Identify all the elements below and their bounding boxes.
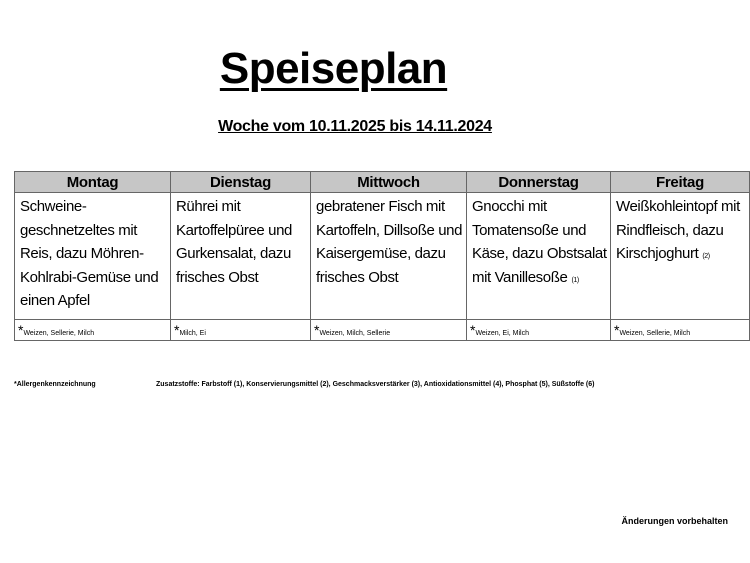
- allergen-marker: *: [174, 322, 180, 338]
- day-header-wednesday: Mittwoch: [311, 172, 467, 193]
- page-title: Speiseplan: [219, 44, 448, 93]
- meal-cell-monday: [15, 193, 171, 320]
- week-range: Woche vom 10.11.2025 bis 14.11.2024: [218, 118, 492, 135]
- meal-cell-friday: [611, 193, 750, 320]
- allergen-text-friday: Weizen, Sellerie, Milch: [619, 330, 691, 337]
- meal-text-friday: Weißkohleintopf mit Rindfleisch, dazu Kirschjoghurt: [616, 198, 740, 262]
- additive-ref-friday: (2): [702, 253, 710, 260]
- allergen-text-monday: Weizen, Sellerie, Milch: [23, 330, 95, 337]
- meal-text-wednesday: gebratener Fisch mit Kartoffeln, Dillsoße und Kaisergemüse, dazu frisches Obst: [316, 198, 463, 286]
- menu-table: [14, 171, 750, 341]
- meal-text-thursday: Gnocchi mit Tomatensoße und Käse, dazu Obstsalat mit Vanillesoße: [472, 198, 607, 286]
- allergen-marker: *: [614, 322, 620, 338]
- day-header-friday: Freitag: [611, 172, 750, 193]
- allergen-cell-thursday: [467, 320, 611, 341]
- day-header-row: [15, 172, 750, 193]
- meal-cell-tuesday: [171, 193, 311, 320]
- meal-cell-thursday: [467, 193, 611, 320]
- allergen-marker: *: [18, 322, 24, 338]
- allergen-cell-friday: [611, 320, 750, 341]
- additive-ref-thursday: (1): [571, 276, 579, 284]
- allergen-cell-wednesday: [311, 320, 467, 341]
- day-header-thursday: Donnerstag: [467, 172, 611, 193]
- meal-text-monday: Schweine-geschnetzeltes mit Reis, dazu Möhren-Kohlrabi-Gemüse und einen Apfel: [20, 198, 159, 309]
- additives-legend: Zusatzstoffe: Farbstoff (1), Konservierungsmittel (2), Geschmacksverstärker (3), Antioxidationsmittel (4), Phosphat (5), Süßstoffe (6): [156, 381, 595, 388]
- meal-text-tuesday: Rührei mit Kartoffelpüree und Gurkensalat, dazu frisches Obst: [176, 198, 292, 286]
- allergen-marker: *: [314, 322, 320, 338]
- day-header-tuesday: Dienstag: [171, 172, 311, 193]
- allergen-text-tuesday: Milch, Ei: [179, 330, 206, 337]
- allergen-marker: *: [470, 322, 476, 338]
- meal-cell-wednesday: [311, 193, 467, 320]
- allergen-row: [15, 320, 750, 341]
- allergen-text-thursday: Weizen, Ei, Milch: [475, 330, 530, 337]
- changes-note: Änderungen vorbehalten: [621, 516, 728, 526]
- day-header-monday: Montag: [15, 172, 171, 193]
- allergen-text-wednesday: Weizen, Milch, Sellerie: [319, 330, 391, 337]
- allergen-cell-tuesday: [171, 320, 311, 341]
- meal-row: [15, 193, 750, 320]
- allergen-legend: *Allergenkennzeichnung: [14, 381, 96, 388]
- allergen-cell-monday: [15, 320, 171, 341]
